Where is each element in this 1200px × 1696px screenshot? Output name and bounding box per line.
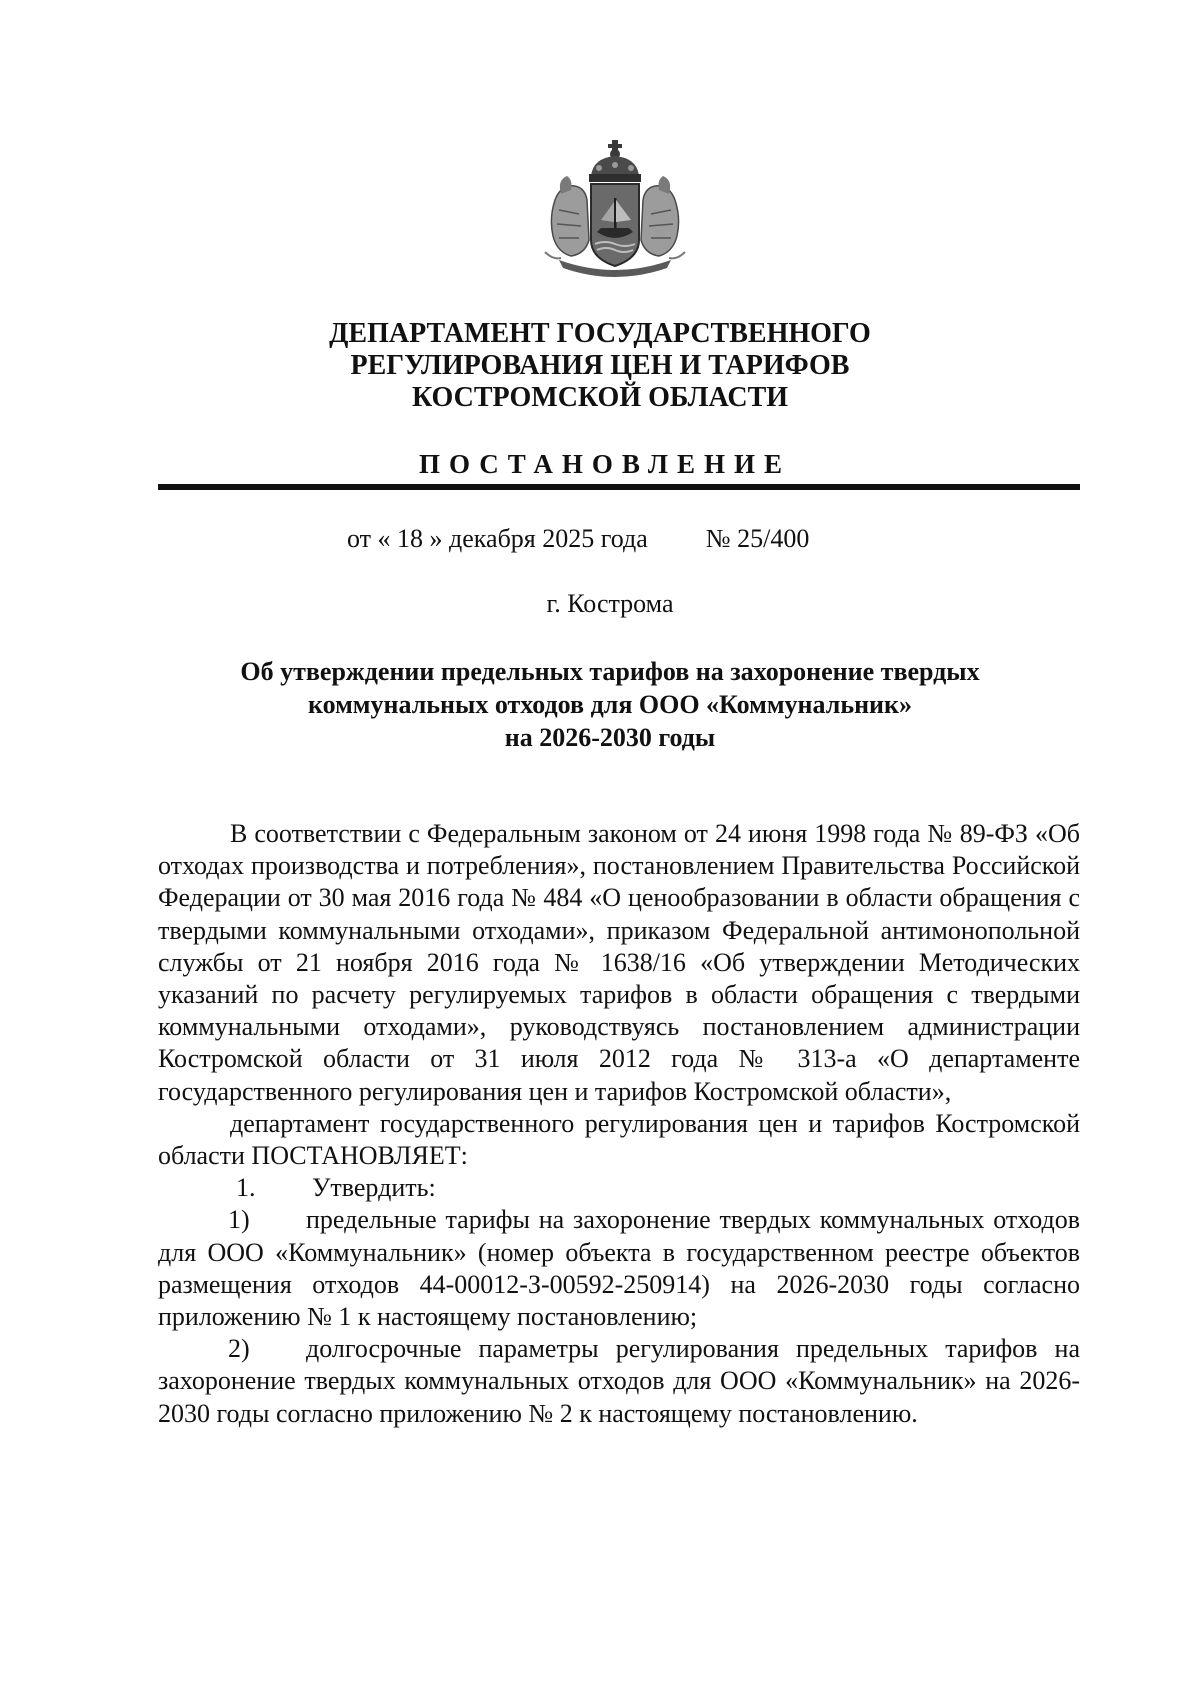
document-type-title: ПОСТАНОВЛЕНИЕ bbox=[418, 449, 792, 479]
document-subject bbox=[0, 655, 1200, 754]
subitem-2-text: долгосрочные параметры регулирования предельных тарифов на захоронение твердых коммунальных отходов для ООО «Коммунальник» на 2026-2030 годы согласно приложению № 2 к настоящему постановлению. bbox=[158, 1334, 1080, 1428]
coat-of-arms-icon bbox=[535, 140, 695, 280]
subitem-1 bbox=[158, 1204, 1080, 1333]
department-line-3: КОСТРОМСКОЙ ОБЛАСТИ bbox=[411, 382, 789, 413]
preamble-paragraph: В соответствии с Федеральным законом от 24 июня 1998 года № 89-ФЗ «Об отходах производства и потребления», постановлением Правительства Российской Федерации от 30 мая 2016 года № 484 «О ценообразовании в области обращения с твердыми коммунальными отходами», приказом Федеральной антимонопольной службы от 21 ноября 2016 года № 1638/16 «Об утверждении Методических указаний по расчету регулируемых тарифов в области обращения с твердыми коммунальными отходами», руководствуясь постановлением администрации Костромской области от 31 июля 2012 года № 313-а «О департаменте государственного регулирования цен и тарифов Костромской области», bbox=[158, 819, 1080, 1106]
department-line-2: РЕГУЛИРОВАНИЯ ЦЕН И ТАРИФОВ bbox=[350, 350, 850, 381]
subitem-1-text: предельные тарифы на захоронение твердых коммунальных отходов для ООО «Коммунальник» (номер объекта в государственном реестре объектов размещения отходов 44-00012-З-00592-250914) на 2026-2030 годы согласно приложению № 1 к настоящему постановлению; bbox=[158, 1205, 1080, 1332]
department-line-1: ДЕПАРТАМЕНТ ГОСУДАРСТВЕННОГО bbox=[329, 318, 871, 349]
date-number-line bbox=[347, 524, 809, 554]
subject-line-1: Об утверждении предельных тарифов на захоронение твердых bbox=[240, 657, 980, 686]
subitem-2-number: 2) bbox=[228, 1334, 250, 1364]
subitem-2 bbox=[158, 1333, 1080, 1430]
department-name bbox=[0, 318, 1200, 414]
resolution-paragraph: департамент государственного регулирования цен и тарифов Костромской области ПОСТАНОВЛЯЕТ: bbox=[158, 1108, 1080, 1171]
item-1-text: Утвердить: bbox=[312, 1173, 436, 1203]
item-1 bbox=[158, 1172, 1080, 1204]
document-date: от « 18 » декабря 2025 года bbox=[347, 524, 648, 553]
document-body bbox=[158, 818, 1080, 1430]
subject-line-2: коммунальных отходов для ООО «Коммунальник» bbox=[307, 690, 913, 719]
document-city: г. Кострома bbox=[546, 589, 674, 618]
item-1-number: 1. bbox=[236, 1173, 256, 1203]
subject-line-3: на 2026-2030 годы bbox=[504, 723, 716, 752]
subitem-1-number: 1) bbox=[228, 1205, 250, 1235]
document-number: № 25/400 bbox=[705, 524, 810, 553]
header-divider bbox=[158, 484, 1080, 490]
